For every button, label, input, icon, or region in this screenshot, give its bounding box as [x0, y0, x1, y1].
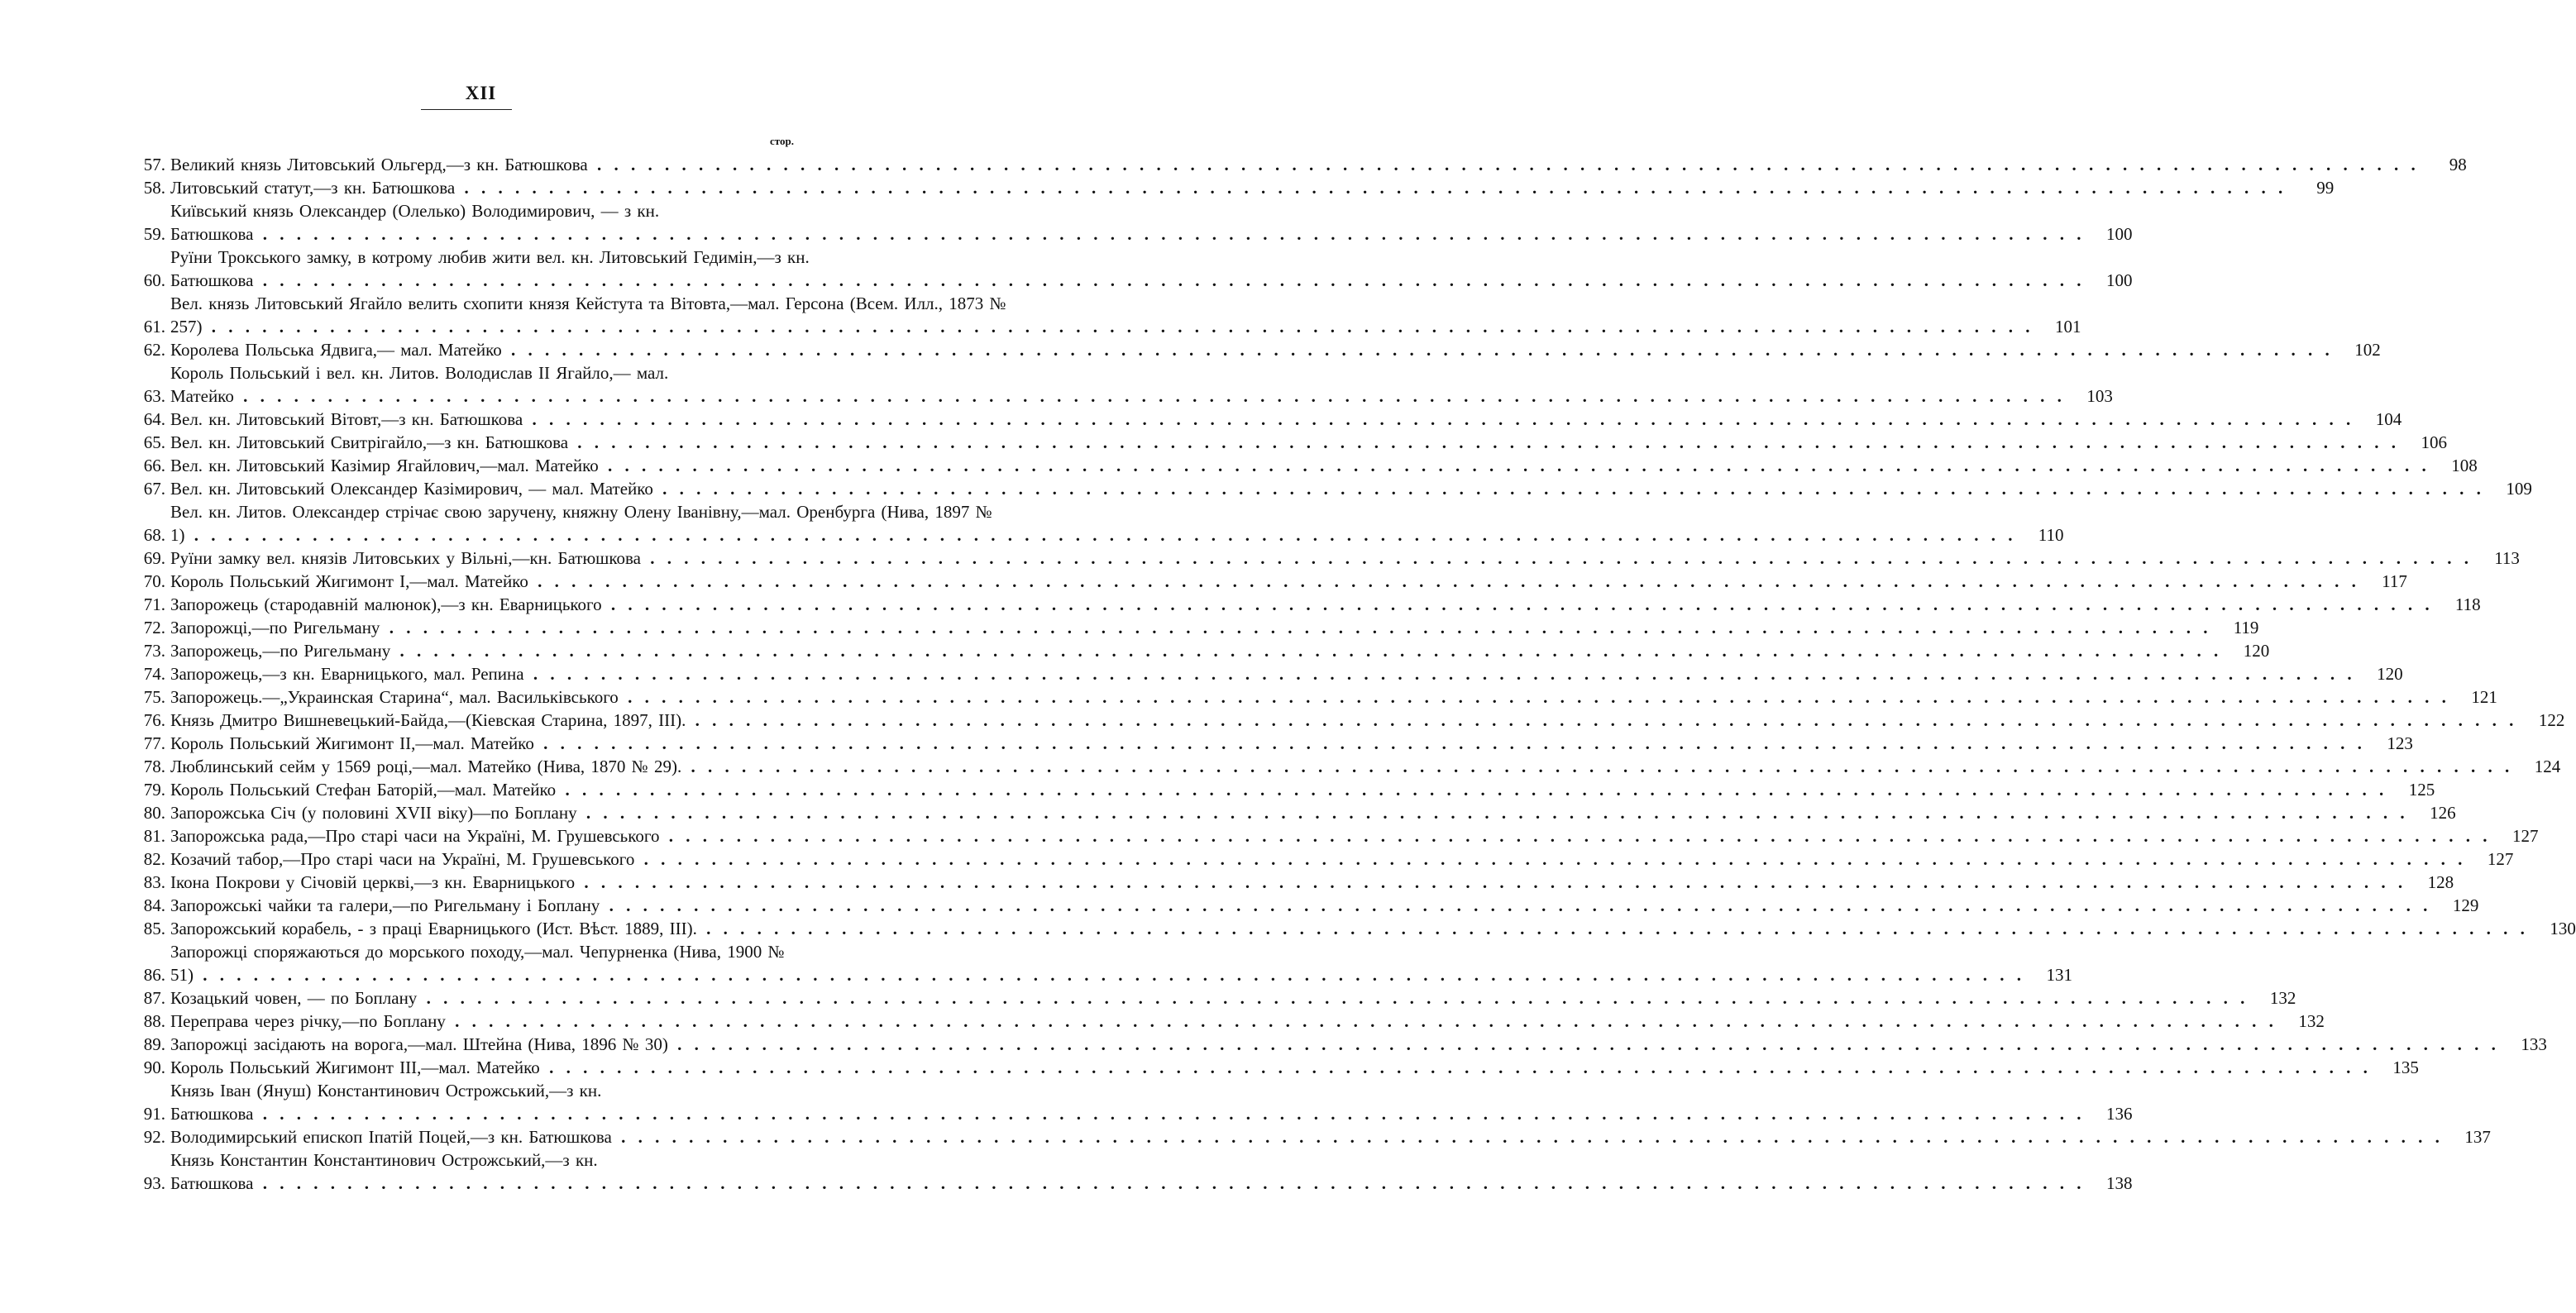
entry-number: 92.: [143, 1127, 165, 1147]
entry-title: [170, 1033, 2499, 1056]
entry-title-text: Руїни замку вел. князів Литовських у Вільні,—кн. Батюшкова . . .: [170, 548, 2472, 568]
entry-title: [170, 408, 2354, 431]
entry-title: [170, 292, 2034, 338]
entry-number: 62.: [143, 340, 165, 360]
entry-title: [170, 338, 2333, 361]
entry-page: 131: [2046, 965, 2072, 985]
entry-title-text: Запорожці засідають на ворога,—мал. Штейна (Нива, 1896 № 30) . . .: [170, 1034, 2499, 1054]
entry-page: 103: [2086, 386, 2113, 406]
list-item: [124, 709, 2565, 732]
entry-title-text: Запорожський корабель, - з праці Еварницького (Ист. Вѣст. 1889, III). . . .: [170, 919, 2528, 938]
entry-title: [170, 986, 2248, 1010]
entry-title-text: Литовський статут,—з кн. Батюшкова . . .: [170, 178, 2286, 198]
entry-page: 120: [2377, 664, 2403, 684]
list-item: [124, 292, 2081, 338]
entry-number: 75.: [143, 687, 165, 707]
entry-number: 78.: [143, 757, 165, 776]
entry-number: 82.: [143, 849, 165, 869]
entry-page: 121: [2471, 687, 2497, 707]
entry-page: 130: [2550, 919, 2576, 938]
entry-number: 66.: [143, 456, 165, 475]
entry-number: 85.: [143, 919, 165, 938]
entry-title-text: Король Польський і вел. кн. Литов. Володислав II Ягайло,— мал. Матейко . . .: [170, 363, 2065, 406]
entry-title-text: Князь Іван (Януш) Константинович Острожський,—з кн. Батюшкова . . .: [170, 1081, 2084, 1124]
entry-number: 60.: [143, 270, 165, 290]
entry-number: 58.: [143, 178, 165, 198]
entry-title-text: Володимирський епископ Іпатій Поцей,—з кн. Батюшкова . . .: [170, 1127, 2443, 1147]
entry-title-text: Король Польський Жигимонт I,—мал. Матейко . . .: [170, 571, 2359, 591]
entry-number: 71.: [143, 594, 165, 614]
list-item: [124, 570, 2407, 593]
entry-title-text: Князь Константин Константинович Острожський,—з кн. Батюшкова . . .: [170, 1150, 2084, 1193]
entry-title: [170, 1056, 2371, 1079]
entry-title-text: Запорожські чайки та галери,—по Ригельману і Боплану . . .: [170, 895, 2430, 915]
entry-number: 68.: [143, 525, 165, 545]
entry-title-text: Запорожець (стародавній малюнок),—з кн. Еварницького . . .: [170, 594, 2433, 614]
list-item: [124, 199, 2133, 246]
entry-title-text: Руїни Трокського замку, в котрому любив жити вел. кн. Литовський Гедимін,—з кн. Батюшкова . . .: [170, 247, 2084, 290]
entry-page: 118: [2454, 594, 2481, 614]
entry-title-text: Вел. кн. Литовський Олександер Казімирович, — мал. Матейко . . .: [170, 479, 2484, 499]
entry-title-text: Король Польський Жигимонт III,—мал. Матейко . . .: [170, 1058, 2371, 1077]
entry-number: 74.: [143, 664, 165, 684]
entry-title: [170, 1148, 2084, 1195]
entry-title: [170, 709, 2516, 732]
list-item: [124, 801, 2456, 824]
entry-title: [170, 431, 2399, 454]
entry-number: 77.: [143, 733, 165, 753]
entry-number: 88.: [143, 1011, 165, 1031]
list-item: [124, 940, 2072, 986]
list-item: [124, 778, 2435, 801]
entry-page: 102: [2354, 340, 2381, 360]
entry-page: 113: [2494, 548, 2520, 568]
entry-page: 117: [2382, 571, 2407, 591]
list-item: [124, 616, 2259, 639]
entry-title-text: Запорожці,—по Ригельману . . .: [170, 618, 2210, 637]
entry-title: [170, 917, 2528, 940]
entry-title-text: Князь Дмитро Вишневецький-Байда,—(Кіевская Старина, 1897, III). . . .: [170, 710, 2516, 730]
page-column-header: стор.: [770, 135, 794, 147]
entry-title: [170, 871, 2406, 894]
entry-page: 123: [2387, 733, 2413, 753]
entry-page: 99: [2316, 178, 2335, 198]
entry-page: 127: [2512, 826, 2539, 846]
entry-page: 128: [2427, 872, 2454, 892]
entry-title: [170, 199, 2084, 246]
entry-page: 133: [2521, 1034, 2547, 1054]
list-item: [124, 1010, 2325, 1033]
entry-title: [170, 361, 2065, 408]
entry-number: 87.: [143, 988, 165, 1008]
entry-title-text: Переправа через річку,—по Боплану . . .: [170, 1011, 2277, 1031]
list-item: [124, 1056, 2419, 1079]
entry-title: [170, 662, 2355, 685]
list-item: [124, 871, 2454, 894]
entry-number: 73.: [143, 641, 165, 661]
entry-title-text: Запорожці споряжаються до морського походу,—мал. Чепурненка (Нива, 1900 № 51) . . .: [170, 942, 2024, 985]
entry-page: 122: [2538, 710, 2565, 730]
list-item: [124, 338, 2381, 361]
list-item: [124, 1125, 2491, 1148]
entry-number: 93.: [143, 1173, 165, 1193]
entry-title-text: Вел. кн. Литовський Вітовт,—з кн. Батюшкова . . .: [170, 409, 2354, 429]
entry-page: 136: [2105, 1104, 2133, 1124]
list-item: [124, 454, 2478, 477]
entry-title: [170, 940, 2024, 986]
entry-number: 89.: [143, 1034, 165, 1054]
entry-page: 129: [2452, 895, 2479, 915]
entry-page: 132: [2269, 988, 2296, 1008]
entry-page: 120: [2243, 641, 2270, 661]
entry-number: 91.: [143, 1104, 165, 1124]
entry-title: [170, 570, 2359, 593]
list-item: [124, 361, 2113, 408]
entry-number: 64.: [143, 409, 165, 429]
entry-title-text: Люблинський сейм у 1569 році,—мал. Матейко (Нива, 1870 № 29). . . .: [170, 757, 2512, 776]
entry-title: [170, 246, 2084, 292]
entry-number: 61.: [143, 317, 165, 337]
list-item: [124, 685, 2497, 709]
entry-title: [170, 477, 2484, 500]
entry-title: [170, 153, 2419, 176]
entry-page: 135: [2392, 1058, 2419, 1077]
list-item: [124, 246, 2133, 292]
list-item: [124, 847, 2514, 871]
entry-title-text: Київський князь Олександер (Олелько) Володимирович, — з кн. Батюшкова . . .: [170, 201, 2084, 244]
entry-title: [170, 616, 2210, 639]
entry-page: 104: [2375, 409, 2402, 429]
page-number: XII: [465, 83, 497, 103]
list-item: [124, 547, 2520, 570]
entry-number: 86.: [143, 965, 165, 985]
entry-title: [170, 500, 2016, 547]
entry-page: 124: [2534, 757, 2561, 776]
entry-page: 110: [2038, 525, 2064, 545]
list-item: [124, 1148, 2133, 1195]
entry-page: 101: [2055, 317, 2081, 337]
entry-title-text: Вел. князь Литовський Ягайло велить схопити князя Кейстута та Вітовта,—мал. Герсона (Всем. Илл., 1873 № 257) . . .: [170, 294, 2034, 337]
entry-title-text: Запорожець,—по Ригельману . . .: [170, 641, 2221, 661]
entry-title: [170, 1010, 2277, 1033]
entry-page: 138: [2105, 1173, 2133, 1193]
entry-title: [170, 454, 2430, 477]
list-item: [124, 408, 2402, 431]
list-item: [124, 662, 2403, 685]
entry-title-text: Король Польський Стефан Баторій,—мал. Матейко . . .: [170, 780, 2387, 800]
list-item: [124, 732, 2413, 755]
entry-title-text: Великий князь Литовський Ольгерд,—з кн. Батюшкова . . .: [170, 155, 2419, 174]
list-item: [124, 917, 2576, 940]
entry-title: [170, 176, 2286, 199]
entry-number: 80.: [143, 803, 165, 823]
entry-number: 70.: [143, 571, 165, 591]
entry-title-text: Козачий табор,—Про старі часи на Україні, М. Грушевського . . .: [170, 849, 2465, 869]
entry-title: [170, 801, 2408, 824]
entry-title-text: Запорожська рада,—Про старі часи на Україні, М. Грушевського . . .: [170, 826, 2491, 846]
entry-title-text: Вел. кн. Литовський Свитрігайло,—з кн. Батюшкова . . .: [170, 432, 2399, 452]
entry-title-text: Запорожець,—з кн. Еварницького, мал. Репина . . .: [170, 664, 2355, 684]
entry-page: 119: [2233, 618, 2259, 637]
entry-page: 132: [2298, 1011, 2325, 1031]
list-item: [124, 431, 2448, 454]
entry-number: 72.: [143, 618, 165, 637]
entry-title: [170, 593, 2433, 616]
list-item: [124, 593, 2481, 616]
entry-page: 100: [2105, 224, 2133, 244]
entry-title: [170, 778, 2387, 801]
entry-title: [170, 639, 2221, 662]
list-item: [124, 639, 2270, 662]
entry-title-text: Вел. кн. Литов. Олександер стрічає свою заручену, княжну Олену Іванівну,—мал. Оренбурга (Нива, 1897 № 1) . . .: [170, 502, 2016, 545]
entry-number: 81.: [143, 826, 165, 846]
entry-title-text: Королева Польська Ядвига,— мал. Матейко . . .: [170, 340, 2333, 360]
list-item: [124, 986, 2296, 1010]
entry-number: 69.: [143, 548, 165, 568]
entry-title-text: Вел. кн. Литовський Казімир Ягайлович,—мал. Матейко . . .: [170, 456, 2430, 475]
entry-number: 83.: [143, 872, 165, 892]
list-item: [124, 500, 2064, 547]
entry-page: 125: [2408, 780, 2435, 800]
list-item: [124, 176, 2335, 199]
entry-number: 84.: [143, 895, 165, 915]
entry-title: [170, 847, 2465, 871]
entry-number: 65.: [143, 432, 165, 452]
entry-title-text: Король Польський Жигимонт II,—мал. Матейко . . .: [170, 733, 2365, 753]
entry-page: 100: [2105, 270, 2133, 290]
entry-title: [170, 547, 2472, 570]
list-item: [124, 1079, 2133, 1125]
entry-page: 98: [2449, 155, 2467, 174]
entry-page: 106: [2421, 432, 2448, 452]
list-item: [124, 894, 2479, 917]
illustrations-list: [124, 153, 2576, 1195]
list-item: [124, 153, 2467, 176]
entry-title-text: Козацький човен, — по Боплану . . .: [170, 988, 2248, 1008]
entry-page: 108: [2451, 456, 2478, 475]
entry-title: [170, 824, 2491, 847]
list-item: [124, 477, 2532, 500]
entry-page: 127: [2487, 849, 2514, 869]
entry-page: 109: [2506, 479, 2532, 499]
page-number-rule: [421, 109, 512, 110]
entry-title: [170, 755, 2512, 778]
entry-page: 126: [2430, 803, 2456, 823]
entry-title: [170, 894, 2430, 917]
entry-title: [170, 1125, 2443, 1148]
entry-number: 63.: [143, 386, 165, 406]
entry-title: [170, 685, 2449, 709]
entry-title: [170, 732, 2365, 755]
entry-title-text: Ікона Покрови у Січовій церкві,—з кн. Еварницького . . .: [170, 872, 2406, 892]
entry-number: 67.: [143, 479, 165, 499]
entry-title-text: Запорожець.—„Украинская Старина“, мал. Васильківського . . .: [170, 687, 2449, 707]
entry-number: 79.: [143, 780, 165, 800]
entry-number: 90.: [143, 1058, 165, 1077]
list-item: [124, 1033, 2547, 1056]
list-item: [124, 824, 2539, 847]
entry-number: 57.: [143, 155, 165, 174]
entry-page: 137: [2464, 1127, 2491, 1147]
entry-number: 59.: [143, 224, 165, 244]
list-item: [124, 755, 2561, 778]
entry-number: 76.: [143, 710, 165, 730]
entry-title: [170, 1079, 2084, 1125]
entry-title-text: Запорожська Січ (у половині XVII віку)—по Боплану . . .: [170, 803, 2408, 823]
